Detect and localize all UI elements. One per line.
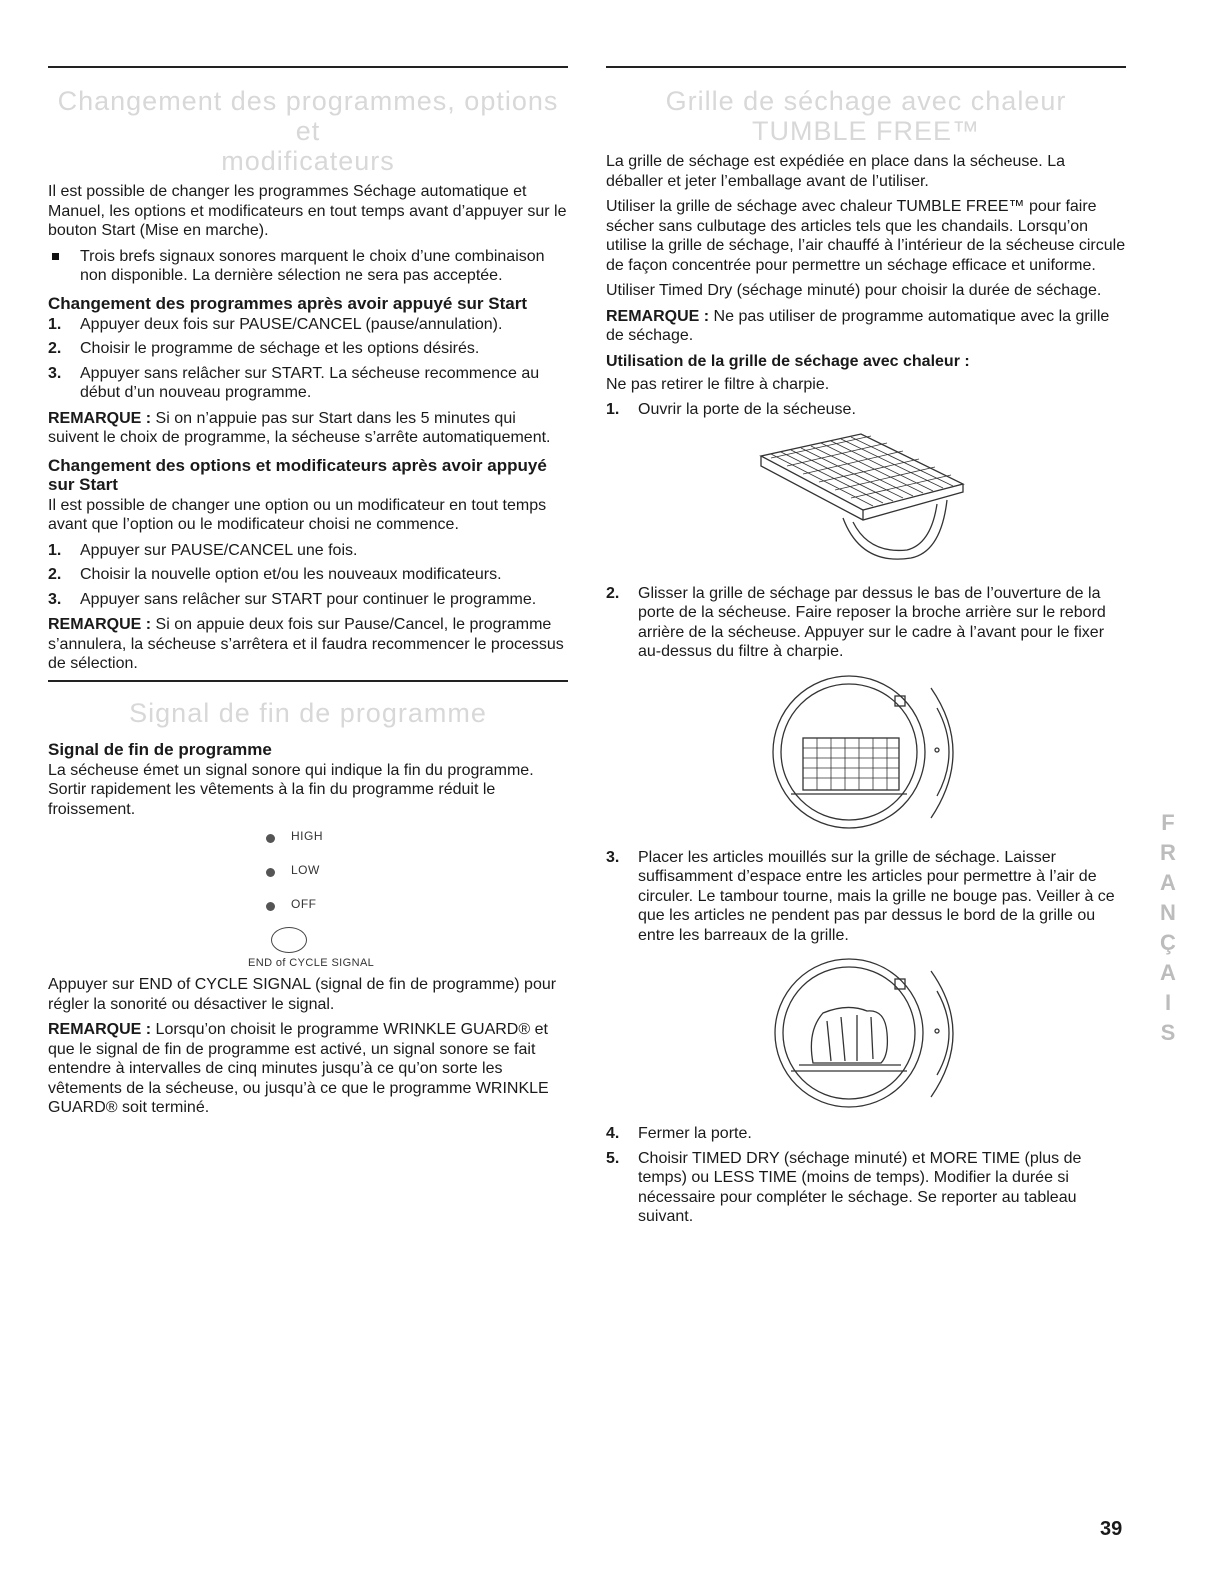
note-label: REMARQUE : <box>48 616 152 633</box>
side-tab-letter: N <box>1160 900 1176 925</box>
end-of-cycle-signal-control <box>48 825 568 969</box>
paragraph: Ne pas retirer le filtre à charpie. <box>606 375 830 393</box>
intro-paragraph: Il est possible de changer les programmes Séchage automatique et Manuel, les options et modificateurs en tout temps avant d’appuyer sur le bouton Start (Mise en marche). <box>48 183 567 239</box>
indicator-dot-icon <box>266 834 275 843</box>
signal-option-low: LOW <box>48 859 568 893</box>
title-line: Changement des programmes, options et <box>57 86 559 146</box>
side-tab-letter: Ç <box>1160 930 1176 955</box>
dryer-rack-with-items-illustration <box>761 951 971 1116</box>
subheading: Utilisation de la grille de séchage avec chaleur : <box>606 352 970 370</box>
language-side-tab <box>1150 808 1186 1078</box>
side-tab-letter: R <box>1160 840 1176 865</box>
section-title-grille <box>606 86 1126 146</box>
paragraph: La grille de séchage est expédiée en place dans la sécheuse. La déballer et jeter l’emballage avant de l’utiliser. <box>606 153 1065 190</box>
note-paragraph: REMARQUE : Lorsqu’on choisit le programme WRINKLE GUARD® et que le signal de fin de programme est activé, un signal sonore se fait entendre à intervalles de cinq minutes jusqu’à ce qu’on sorte les vêtements de la sécheuse, ou jusqu’à ce que le programme WRINKLE GUARD® soit terminé. <box>48 1021 549 1116</box>
list-item: 2. Glisser la grille de séchage par dessus le bas de l’ouverture de la porte de la sécheuse. Faire reposer la broche arrière sur le rebord arrière de la sécheuse. Appuyer sur le cadre à l’avant pour le fixer au-dessus du filtre à charpie. <box>606 584 1106 660</box>
list-item: 3. Placer les articles mouillés sur la grille de séchage. Laisser suffisamment d’espace entre les articles pour permettre à l’air de circuler. Le tambour tourne, mais la grille ne bouge pas. Veiller à ce que les articles ne pendent pas par dessus le bord de la grille ou entre les barreaux de la grille. <box>606 848 1115 944</box>
indicator-dot-icon <box>266 868 275 877</box>
note-label: REMARQUE : <box>48 1021 152 1038</box>
steps-list <box>48 315 568 403</box>
list-item: 1. Appuyer sur PAUSE/CANCEL une fois. <box>48 541 358 559</box>
left-column <box>48 66 568 1124</box>
note-label: REMARQUE : <box>606 307 710 325</box>
side-tab-letter: A <box>1160 870 1176 895</box>
indicator-dot-icon <box>266 902 275 911</box>
list-item: 3. Appuyer sans relâcher sur START pour continuer le programme. <box>48 590 537 608</box>
right-column <box>606 66 1126 1233</box>
list-item: 1. Ouvrir la porte de la sécheuse. <box>606 401 856 418</box>
drying-rack-illustration <box>751 426 981 576</box>
paragraph: Utiliser la grille de séchage avec chaleur TUMBLE FREE™ pour faire sécher sans culbutage des articles tels que les chandails. Lorsqu’on utilise la grille de séchage, l’air chauffé à l’intérieur de la sécheuse circule de façon concentrée pour permettre un séchage efficace et uniforme. <box>606 198 1126 274</box>
list-item: 3. Appuyer sans relâcher sur START. La sécheuse recommence au début d’un nouveau programme. <box>48 364 540 401</box>
signal-button-icon <box>271 927 307 953</box>
steps-list <box>606 848 1126 946</box>
signal-caption: END of CYCLE SIGNAL <box>248 957 375 969</box>
paragraph: Il est possible de changer une option ou un modificateur en tout temps avant que l’option ou le modificateur choisi ne commence. <box>48 496 547 533</box>
signal-option-off: OFF <box>48 893 568 927</box>
section-rule <box>606 66 1126 68</box>
section-title-changement <box>48 86 568 176</box>
subheading: Changement des options et modificateurs après avoir appuyé sur Start <box>48 455 547 494</box>
dryer-rack-installed-illustration <box>761 668 971 838</box>
list-item: 2. Choisir la nouvelle option et/ou les nouveaux modificateurs. <box>48 566 502 583</box>
steps-list <box>48 541 568 610</box>
list-item: 1. Appuyer deux fois sur PAUSE/CANCEL (pause/annulation). <box>48 315 503 333</box>
note-label: REMARQUE : <box>48 409 152 427</box>
title-line: Grille de séchage avec chaleur <box>665 86 1067 116</box>
side-tab-letter: F <box>1161 810 1175 835</box>
side-tab-letter: I <box>1164 990 1172 1015</box>
subheading: Changement des programmes après avoir appuyé sur Start <box>48 293 527 313</box>
note-paragraph: REMARQUE : Ne pas utiliser de programme automatique avec la grille de séchage. <box>606 307 1110 344</box>
signal-option-high: HIGH <box>48 825 568 859</box>
steps-list <box>606 584 1126 662</box>
subheading: Signal de fin de programme <box>48 739 272 759</box>
list-item: 2. Choisir le programme de séchage et les options désirés. <box>48 340 480 357</box>
section-rule <box>48 680 568 682</box>
list-item: Trois brefs signaux sonores marquent le choix d’une combinaison non disponible. La dernière sélection ne sera pas acceptée. <box>48 247 568 286</box>
list-item: 4. Fermer la porte. <box>606 1125 752 1142</box>
paragraph: La sécheuse émet un signal sonore qui indique la fin du programme. Sortir rapidement les vêtements à la fin du programme réduit le froissement. <box>48 761 534 818</box>
steps-list <box>606 400 1126 420</box>
section-rule <box>48 66 568 68</box>
square-bullet-icon <box>52 253 59 260</box>
page-number: 39 <box>1100 1518 1123 1540</box>
side-tab-letter: S <box>1160 1020 1176 1045</box>
title-line: TUMBLE FREE™ <box>751 116 981 146</box>
note-paragraph: REMARQUE : Si on n’appuie pas sur Start dans les 5 minutes qui suivent le choix de programme, la sécheuse s’arrête automatiquement. <box>48 409 551 446</box>
paragraph: Utiliser Timed Dry (séchage minuté) pour choisir la durée de séchage. <box>606 282 1102 299</box>
steps-list <box>606 1124 1126 1227</box>
section-title-signal: Signal de fin de programme <box>129 697 487 728</box>
bullet-list <box>48 247 568 286</box>
note-paragraph: REMARQUE : Si on appuie deux fois sur Pause/Cancel, le programme s’annulera, la sécheuse s’arrêtera et il faudra recommencer le processus de sélection. <box>48 616 564 672</box>
list-item: 5. Choisir TIMED DRY (séchage minuté) et MORE TIME (plus de temps) ou LESS TIME (moins de temps). Modifier la durée si nécessaire pour compléter le séchage. Se reporter au tableau suivant. <box>606 1149 1082 1225</box>
paragraph: Appuyer sur END of CYCLE SIGNAL (signal de fin de programme) pour régler la sonorité ou désactiver le signal. <box>48 976 557 1013</box>
side-tab-letter: A <box>1160 960 1176 985</box>
title-line: modificateurs <box>221 146 395 176</box>
